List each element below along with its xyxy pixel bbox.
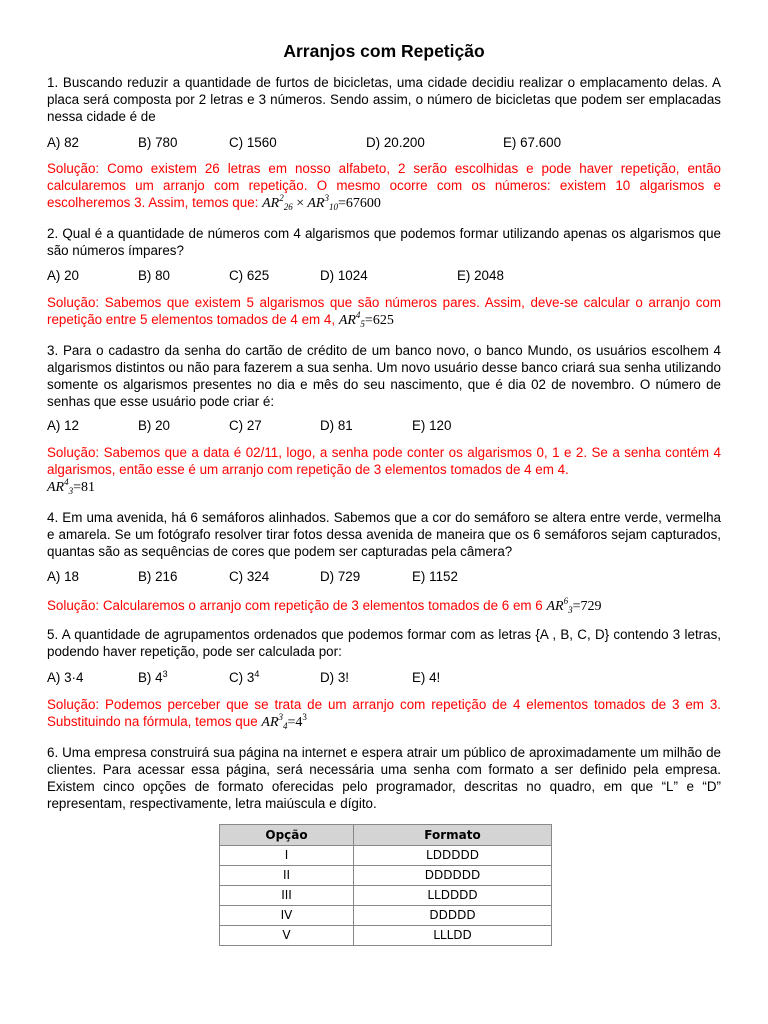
table-cell: II [220, 866, 354, 886]
table-header: Formato [354, 825, 552, 846]
option-a: A) 18 [47, 569, 80, 584]
option-a: A) 82 [47, 135, 80, 150]
option-b: B) 80 [138, 268, 171, 283]
option-d: D) 1024 [320, 268, 368, 283]
formula: $AR^4_3=81$ [47, 477, 96, 496]
table-row [220, 846, 552, 866]
table-header: Opção [220, 825, 354, 846]
question-1-options [47, 134, 721, 151]
option-e: E) 2048 [457, 268, 504, 283]
question-2-solution [47, 294, 721, 329]
question-4-text: 4. Em uma avenida, há 6 semáforos alinhados. Sabemos que a cor do semáforo se altera entre verde, vermelha e amarela. Se um fotógrafo resolver tirar fotos dessa avenida de maneira que os 6 semáforos sejam capturados, quantas são as sequências de cores que podem ser capturadas pela câmera? [47, 510, 721, 559]
table-row [220, 906, 552, 926]
table-cell: LDDDDD [354, 846, 552, 866]
option-e: E) 4! [412, 670, 441, 685]
question-2-options [47, 267, 721, 284]
table-row [220, 866, 552, 886]
option-d: D) 81 [320, 418, 353, 433]
option-b: B) 20 [138, 418, 171, 433]
table-cell: I [220, 846, 354, 866]
table-cell: DDDDDD [354, 866, 552, 886]
option-c: C) $3^4$ [229, 669, 260, 685]
option-a: A) 20 [47, 268, 80, 283]
option-a: A) 12 [47, 418, 80, 433]
question-6-text: 6. Uma empresa construirá sua página na internet e espera atrair um público de aproximadamente um milhão de clientes. Para acessar essa página, será necessária uma senha com formato a ser definido pela empresa. Existem cinco opções de formato oferecidas pelo programador, descritas no quadro, em que “L” e “D” representam, respectivamente, letra maiúscula e dígito. [47, 745, 721, 811]
table-cell: V [220, 926, 354, 946]
option-a: A) 3·4 [47, 670, 84, 685]
option-e: E) 1152 [412, 569, 458, 584]
option-b: B) 780 [138, 135, 178, 150]
question-5-options [47, 669, 721, 686]
question-3-solution [47, 444, 721, 496]
formula: $AR^2_{26} \times AR^3_{10}=67600$ [262, 193, 381, 212]
formula: $AR^4_5=625$ [338, 310, 394, 329]
table-cell: DDDDD [354, 906, 552, 926]
option-c: C) 1560 [229, 135, 277, 150]
question-4-solution [47, 597, 721, 615]
option-b: B) $4^3$ [138, 669, 168, 685]
formula: $AR^6_3=729$ [546, 596, 602, 615]
option-c: C) 27 [229, 418, 262, 433]
solution-text: Solução: Sabemos que existem 5 algarismos que são números pares. Assim, deve-se calcular o arranjo com repetição entre 5 elementos tomados de 4 em 4, [47, 295, 721, 327]
table-cell: III [220, 886, 354, 906]
question-1-solution [47, 160, 721, 212]
question-4-options [47, 568, 721, 585]
question-5-solution [47, 696, 721, 731]
option-d: D) 3! [320, 670, 350, 685]
option-c: C) 324 [229, 569, 270, 584]
solution-text: Solução: Como existem 26 letras em nosso alfabeto, 2 serão escolhidas e pode haver repetição, então calcularemos um arranjo com repetição. O mesmo ocorre com os números: existem 10 algarismos e escolheremos 3. Assim, temos que: [47, 161, 721, 210]
question-3-text: 3. Para o cadastro da senha do cartão de crédito de um banco novo, o banco Mundo, os usuários escolhem 4 algarismos distintos ou não para fazerem a sua senha. Um novo usuário desse banco criará sua senha utilizando somente os algarismos presentes no dia e mês do seu nascimento, que é dia 02 de novembro. O número de senhas que esse usuário pode criar é: [47, 343, 721, 409]
page-title: Arranjos com Repetição [283, 41, 485, 61]
question-2-text: 2. Qual é a quantidade de números com 4 algarismos que podemos formar utilizando apenas os algarismos que são números ímpares? [47, 226, 721, 258]
option-e: E) 67.600 [503, 135, 562, 150]
table-cell: LLLDD [354, 926, 552, 946]
solution-text: Solução: Podemos perceber que se trata de um arranjo com repetição de 4 elementos tomados de 3 em 3. Substituindo na fórmula, temos que [47, 697, 721, 729]
question-5-text: 5. A quantidade de agrupamentos ordenados que podemos formar com as letras {A , B, C, D} contendo 3 letras, podendo haver repetição, pode ser calculada por: [47, 627, 721, 659]
table-row [220, 926, 552, 946]
format-table [219, 824, 552, 946]
solution-text: Solução: Calcularemos o arranjo com repetição de 3 elementos tomados de 6 em 6 [47, 598, 543, 613]
table-cell: LLDDDD [354, 886, 552, 906]
question-3-options [47, 417, 721, 434]
option-b: B) 216 [138, 569, 178, 584]
table-cell: IV [220, 906, 354, 926]
option-d: D) 20.200 [366, 135, 425, 150]
option-d: D) 729 [320, 569, 361, 584]
question-1-text: 1. Buscando reduzir a quantidade de furtos de bicicletas, uma cidade decidiu realizar o emplacamento delas. A placa será composta por 2 letras e 3 números. Sendo assim, o número de bicicletas que podem ser emplacadas nessa cidade é de [47, 75, 721, 124]
option-e: E) 120 [412, 418, 452, 433]
option-c: C) 625 [229, 268, 270, 283]
table-header-row [220, 825, 552, 846]
solution-text: Solução: Sabemos que a data é 02/11, logo, a senha pode conter os algarismos 0, 1 e 2. Se a senha contém 4 algarismos, então esse é um arranjo com repetição de 3 elementos tomados de 4 em 4. [47, 445, 721, 477]
table-row [220, 886, 552, 906]
formula: $AR^3_4=4^3$ [261, 712, 307, 731]
